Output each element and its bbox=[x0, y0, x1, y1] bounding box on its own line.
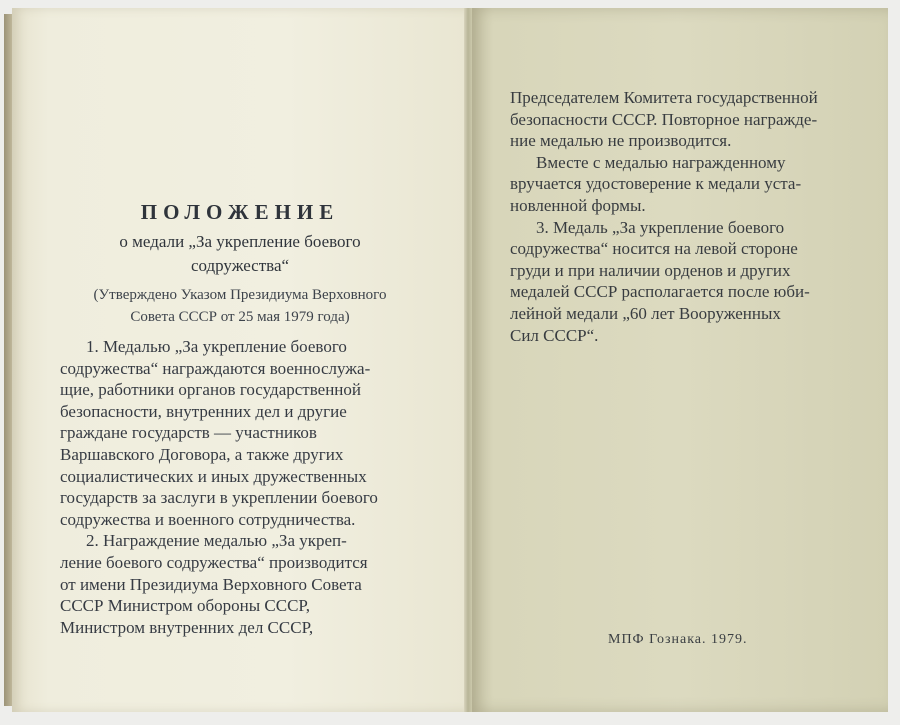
body-line: ние медалью не производится. bbox=[510, 131, 732, 151]
body-line: содружества“ награждаются военнослужа- bbox=[60, 358, 371, 378]
body-line: Председателем Комитета государственной bbox=[510, 88, 818, 107]
body-line: ление боевого содружества“ производится bbox=[60, 552, 368, 572]
document-title: ПОЛОЖЕНИЕ bbox=[140, 200, 340, 224]
body-line: Сил СССР“. bbox=[510, 325, 599, 345]
body-line: государств за заслуги в укреплении боевого bbox=[60, 488, 378, 508]
publisher-imprint: МПФ Гознака. 1979. bbox=[608, 632, 748, 647]
body-line: социалистических и иных дружественных bbox=[60, 466, 367, 486]
body-line: новленной формы. bbox=[510, 195, 646, 215]
body-line: груди и при наличии орденов и других bbox=[510, 260, 791, 280]
approval-line: (Утверждено Указом Президиума Верховного bbox=[93, 287, 387, 303]
body-line: от имени Президиума Верховного Совета bbox=[60, 574, 362, 594]
right-page-body bbox=[510, 87, 855, 346]
body-line: вручается удостоверение к медали уста- bbox=[510, 174, 802, 194]
approval-line: Совета СССР от 25 мая 1979 года) bbox=[130, 309, 350, 325]
body-line: 2. Награждение медалью „За укреп- bbox=[86, 531, 347, 551]
body-line: содружества“ носится на левой стороне bbox=[510, 239, 798, 259]
document-subtitle bbox=[40, 230, 440, 278]
subtitle-line: о медали „За укрепление боевого bbox=[119, 232, 361, 251]
left-page-body bbox=[60, 336, 422, 638]
body-line: Варшавского Договора, а также других bbox=[60, 444, 344, 464]
booklet-spine bbox=[464, 8, 472, 712]
body-line: содружества и военного сотрудничества. bbox=[60, 509, 356, 529]
subtitle-line: содружества“ bbox=[190, 256, 290, 275]
body-line: Министром внутренних дел СССР, bbox=[60, 617, 314, 637]
body-line: безопасности, внутренних дел и другие bbox=[60, 401, 347, 421]
body-line: граждане государств — участников bbox=[60, 423, 317, 443]
body-line: СССР Министром обороны СССР, bbox=[60, 596, 311, 616]
body-line: медалей СССР располагается после юби- bbox=[510, 282, 810, 302]
body-line: 1. Медалью „За укрепление боевого bbox=[86, 337, 347, 356]
body-line: лейной медали „60 лет Вооруженных bbox=[510, 303, 781, 323]
body-line: 3. Медаль „За укрепление боевого bbox=[536, 217, 785, 237]
body-line: безопасности СССР. Повторное награжде- bbox=[510, 109, 818, 129]
approval-note bbox=[40, 284, 440, 328]
body-line: Вместе с медалью награжденному bbox=[536, 152, 786, 172]
body-line: щие, работники органов государственной bbox=[60, 380, 361, 400]
